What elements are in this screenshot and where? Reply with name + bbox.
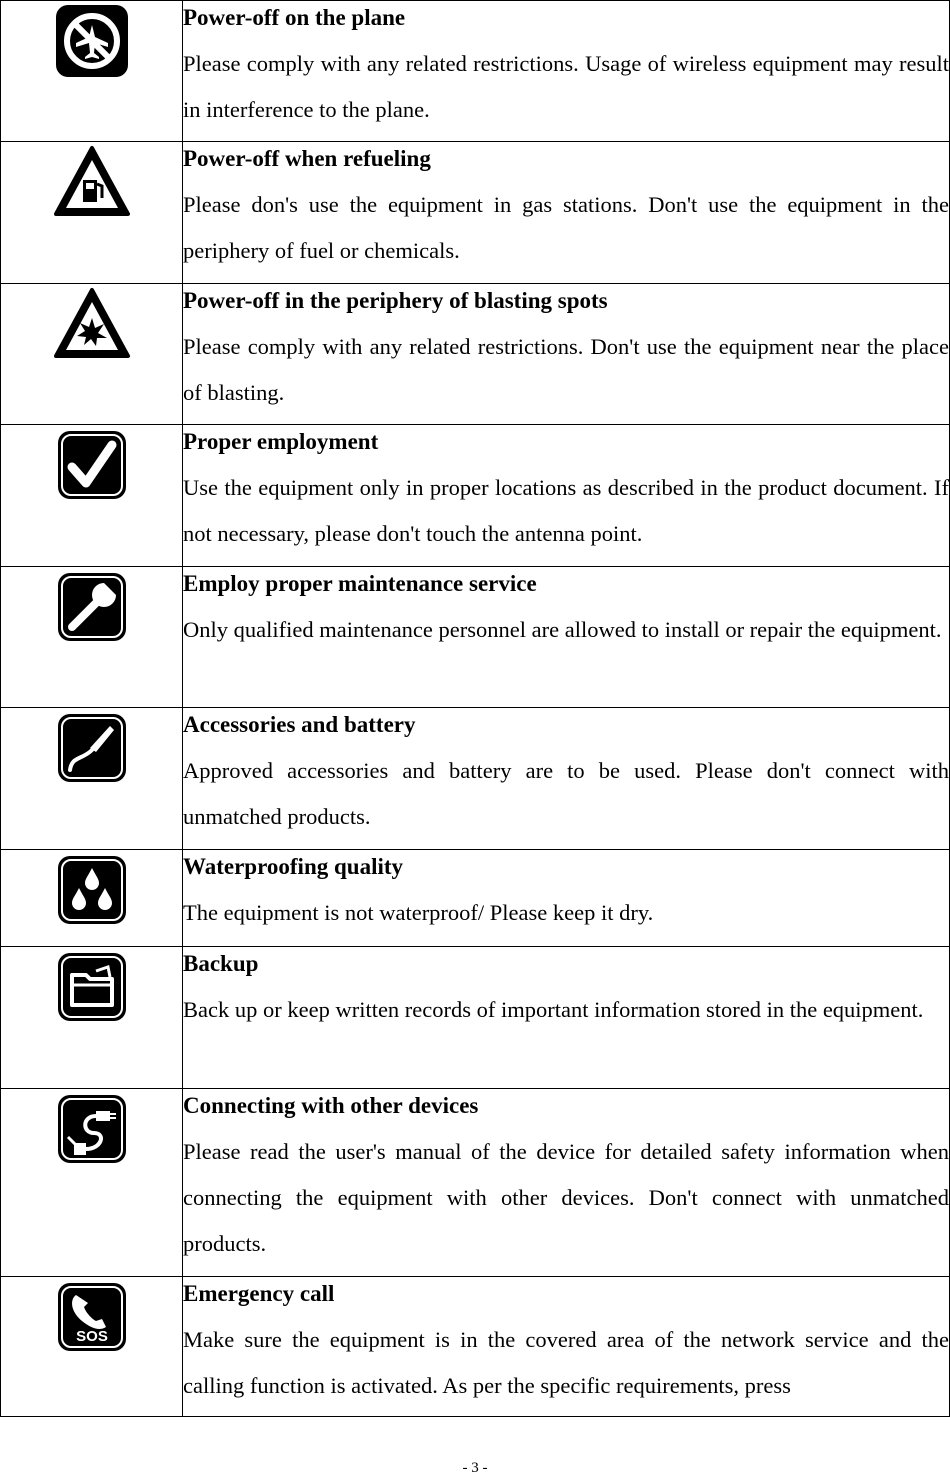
svg-text:SOS: SOS <box>75 1328 108 1345</box>
text-cell <box>183 1089 950 1277</box>
icon-cell <box>1 1 183 142</box>
row-body: Please comply with any related restrictions. Don't use the equipment near the place of blasting. <box>183 334 949 405</box>
text-cell <box>183 284 950 425</box>
row-title: Backup <box>183 951 259 976</box>
row-body: Only qualified maintenance personnel are allowed to install or repair the equipment. <box>183 617 942 642</box>
icon-cell <box>1 425 183 567</box>
text-cell <box>183 567 950 708</box>
row-title: Employ proper maintenance service <box>183 571 537 596</box>
no-airplane-icon <box>52 1 132 81</box>
row-title: Proper employment <box>183 429 379 454</box>
table-row <box>1 708 950 850</box>
icon-cell <box>1 1277 183 1417</box>
row-title: Power-off on the plane <box>183 5 406 30</box>
table-row <box>1 850 950 947</box>
table-row <box>1 1277 950 1417</box>
text-cell <box>183 425 950 567</box>
row-body: The equipment is not waterproof/ Please keep it dry. <box>183 900 654 925</box>
icon-cell <box>1 567 183 708</box>
fuel-pump-warning-icon <box>52 142 132 222</box>
table-row <box>1 567 950 708</box>
table-row <box>1 142 950 284</box>
table-row <box>1 1 950 142</box>
row-body: Please read the user's manual of the device for detailed safety information when connecting the equipment with other devices. Don't connect with unmatched products. <box>183 1139 949 1256</box>
row-body: Back up or keep written records of important information stored in the equipment. <box>183 997 924 1022</box>
table-row <box>1 1089 950 1277</box>
checkmark-icon <box>52 425 132 505</box>
table-row <box>1 425 950 567</box>
text-cell <box>183 1 950 142</box>
text-cell <box>183 708 950 850</box>
blasting-warning-icon <box>52 284 132 364</box>
table-row <box>1 284 950 425</box>
row-body: Please don's use the equipment in gas stations. Don't use the equipment in the periphery of fuel or chemicals. <box>183 192 949 263</box>
row-title: Connecting with other devices <box>183 1093 479 1118</box>
row-body: Please comply with any related restrictions. Usage of wireless equipment may result in interference to the plane. <box>183 51 949 122</box>
icon-cell <box>1 1089 183 1277</box>
row-title: Emergency call <box>183 1281 335 1306</box>
row-title: Power-off when refueling <box>183 146 431 171</box>
text-cell <box>183 142 950 284</box>
icon-cell <box>1 947 183 1089</box>
row-title: Accessories and battery <box>183 712 416 737</box>
plug-connection-icon <box>52 1089 132 1169</box>
text-cell <box>183 850 950 947</box>
page-number: - 3 - <box>462 1460 488 1476</box>
icon-cell <box>1 142 183 284</box>
row-title: Power-off in the periphery of blasting spots <box>183 288 608 313</box>
icon-cell <box>1 284 183 425</box>
icon-cell <box>1 850 183 947</box>
wrench-icon <box>52 567 132 647</box>
water-drops-icon <box>52 850 132 930</box>
row-body: Use the equipment only in proper locations as described in the product document. If not necessary, please don't touch the antenna point. <box>183 475 949 546</box>
text-cell <box>183 947 950 1089</box>
row-title: Waterproofing quality <box>183 854 404 879</box>
folder-backup-icon <box>52 947 132 1027</box>
table-row <box>1 947 950 1089</box>
row-body: Approved accessories and battery are to be used. Please don't connect with unmatched products. <box>183 758 949 829</box>
icon-cell <box>1 708 183 850</box>
row-body: Make sure the equipment is in the covered area of the network service and the calling function is activated. As per the specific requirements, press <box>183 1327 949 1398</box>
sos-phone-icon <box>52 1277 132 1357</box>
text-cell <box>183 1277 950 1417</box>
charger-plug-icon <box>52 708 132 788</box>
